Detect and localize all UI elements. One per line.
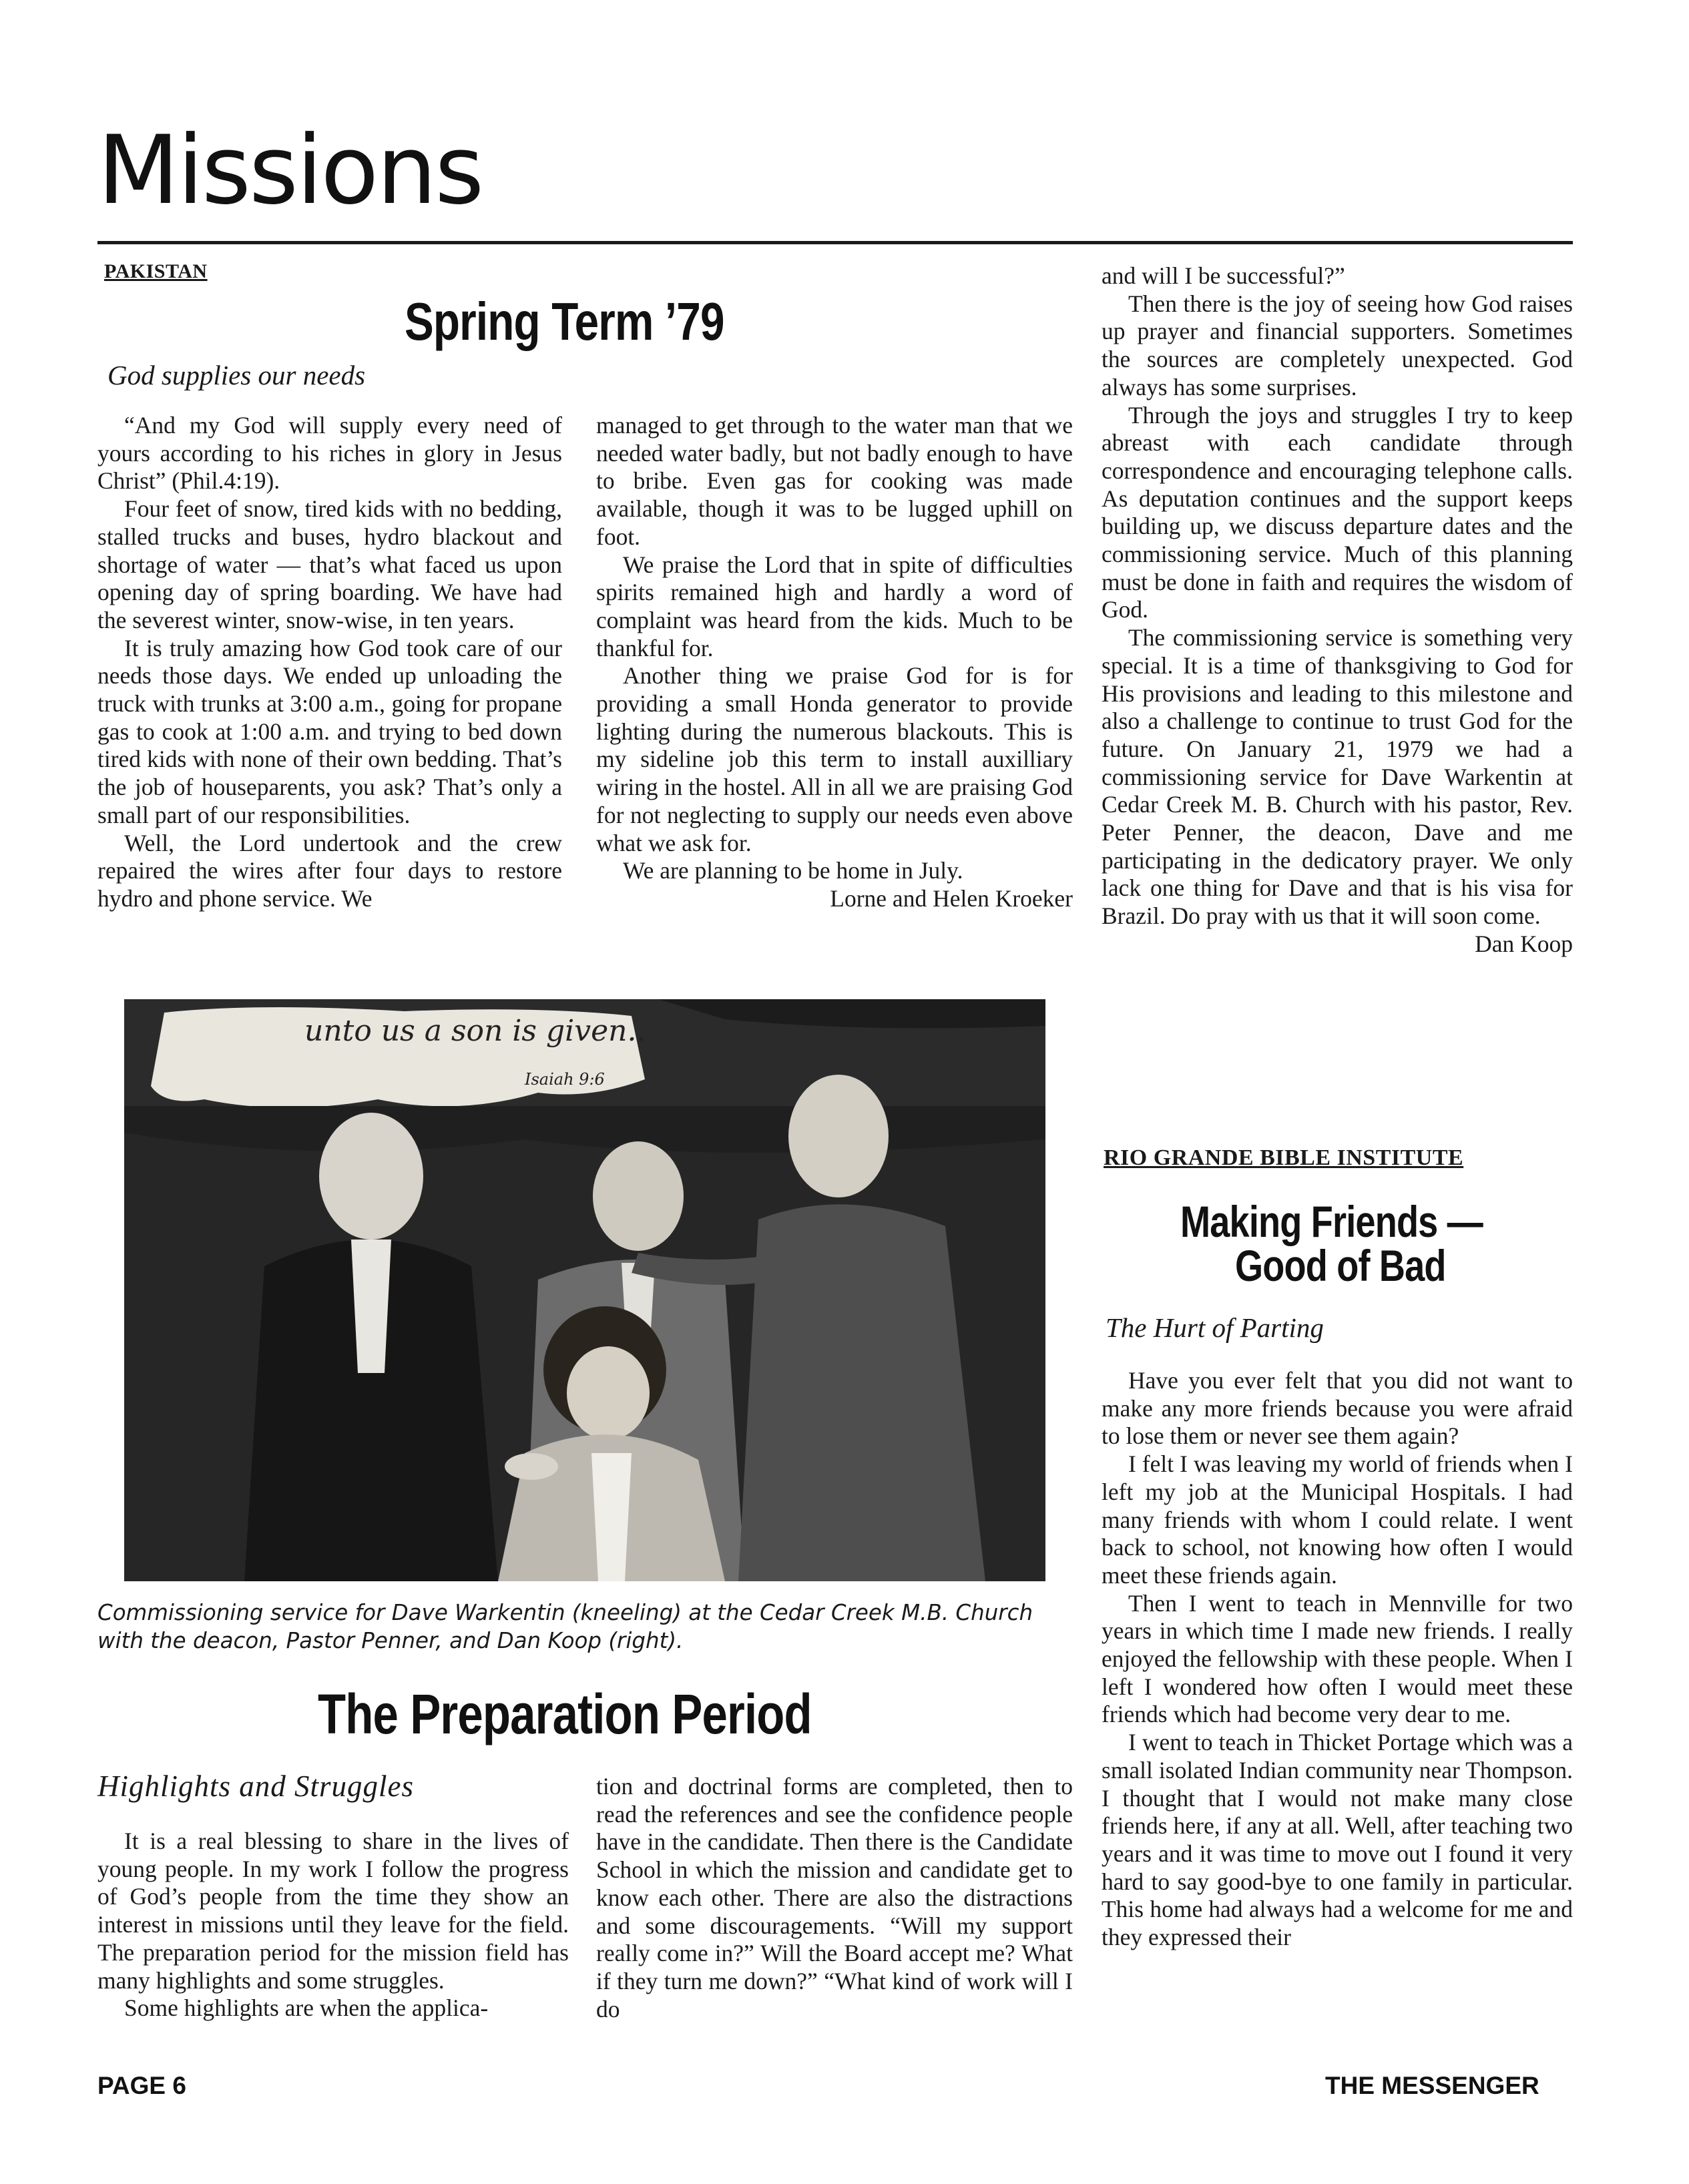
section-label-rio-grande: RIO GRANDE BIBLE INSTITUTE (1104, 1145, 1464, 1170)
header-rule (97, 241, 1573, 244)
paragraph: Then I went to teach in Mennville for two years in which time I made new friends. I really enjoyed the fellowship with these people. When I left I wondered how often I would meet these friends which had become very dear to me. (1102, 1589, 1573, 1728)
signature-koop: Dan Koop (1475, 930, 1573, 957)
paragraph: Have you ever felt that you did not want to make any more friends because you were afraid to lose them or never see them again? (1102, 1367, 1573, 1450)
paragraph: Then there is the joy of seeing how God raises up prayer and financial supporters. Sometimes the sources are completely unexpected. God always has some surprises. (1102, 290, 1573, 400)
paragraph: It is truly amazing how God took care of our needs those days. We ended up unloading the truck with trunks at 3:00 a.m., going for propane gas to cook at 1:00 a.m. and trying to bed down tired kids with none of their own bedding. That’s the job of houseparents, you ask? That’s only a small part of our responsibilities. (97, 634, 562, 828)
paragraph: The commissioning service is something very special. It is a time of thanksgiving to God for His provisions and leading to this milestone and also a challenge to continue to trust God for the future. On January 21, 1979 we had a commissioning service for Dave Warkentin at Cedar Creek M. B. Church with his pastor, Rev. Peter Penner, the deacon, Dave and me participating in the dedicatory prayer. We only lack one thing for Dave and that is his visa for Brazil. Do pray with us that it will soon come. (1102, 624, 1573, 930)
paragraph: Four feet of snow, tired kids with no bedding, stalled trucks and buses, hydro blackout and shortage of water — that’s what faced us upon opening day of spring boarding. We have had the severest winter, snow-wise, in ten years. (97, 495, 562, 633)
signature-kroeker: Lorne and Helen Kroeker (830, 884, 1073, 912)
paragraph: Another thing we praise God for is for providing a small Honda generator to provide lighting during the numerous blackouts. This is my sideline job this term to install auxilliary wiring in the hostel. All in all we are praising God for not neglecting to supply our needs even above what we ask for. (596, 662, 1073, 856)
paragraph: It is a real blessing to share in the lives of young people. In my work I follow the progress of God’s people from the time they show an interest in missions until they leave for the field. The preparation period for the mission field has many highlights and some struggles. (97, 1828, 569, 1994)
paragraph: Well, the Lord undertook and the crew repaired the wires after four days to restore hydro and phone service. We (97, 829, 562, 912)
headline-making-friends-line1: Making Friends — (1180, 1197, 1483, 1246)
article1-column-2 (596, 412, 1073, 913)
page-number: PAGE 6 (97, 2072, 186, 2099)
paragraph: We are planning to be home in July. (623, 857, 963, 884)
publication-name: THE MESSENGER (1325, 2072, 1539, 2099)
banner-text: unto us a son is given.. (304, 1014, 646, 1048)
commissioning-photo (124, 999, 1045, 1581)
article3-column (1102, 1367, 1573, 1952)
paragraph: I went to teach in Thicket Portage which was a small isolated Indian community near Thompson. I thought that I would not make many close friends here, if any at all. Well, after teaching two years and it was time to move out I found it very hard to say good-bye to one family in particular. This home had always had a welcome for me and they expressed their (1102, 1729, 1573, 1951)
subhead-hurt-of-parting: The Hurt of Parting (1106, 1312, 1324, 1343)
section-label-pakistan: PAKISTAN (104, 260, 208, 282)
paragraph: Through the joys and struggles I try to keep abreast with each candidate through correspondence and encouraging telephone calls. As deputation continues and the support keeps building up, we discuss departure dates and the commissioning service. Much of this planning must be done in faith and requires the wisdom of God. (1102, 401, 1573, 623)
paragraph: “And my God will supply every need of yours according to his riches in glory in Jesus Christ” (Phil.4:19). (97, 412, 562, 495)
paragraph: and will I be successful?” (1102, 262, 1345, 289)
article2-column-1 (97, 1828, 569, 2022)
article2-column-2 (596, 1773, 1073, 2023)
headline-making-friends-line2: Good of Bad (1235, 1241, 1446, 1290)
article1-column-1 (97, 412, 562, 913)
headline-preparation-period: The Preparation Period (318, 1683, 812, 1745)
paragraph: tion and doctrinal forms are completed, then to read the references and see the confidence people have in the candidate. Then there is the Candidate School in which the mission and candidate get to know each other. There are also the distractions and some discouragements. “Will my support really come in?” Will the Board accept me? What if they turn me down?” “What kind of work will I do (596, 1773, 1073, 2022)
paragraph: We praise the Lord that in spite of difficulties spirits remained high and hardly a word of complaint was heard from the kids. Much to be thankful for. (596, 551, 1073, 661)
banner-reference: Isaiah 9:6 (525, 1070, 605, 1089)
subhead-highlights-struggles: Highlights and Struggles (97, 1769, 415, 1803)
headline-spring-term: Spring Term ’79 (405, 292, 724, 351)
subhead-god-supplies: God supplies our needs (107, 360, 366, 390)
paragraph: managed to get through to the water man that we needed water badly, but not badly enough to have to bribe. Even gas for cooking was made available, though it was to be lugged uphill on foot. (596, 412, 1073, 550)
page-title: Missions (97, 115, 483, 226)
article2-column-3 (1102, 262, 1573, 959)
paragraph: Some highlights are when the applica- (124, 1994, 489, 2022)
paragraph: I felt I was leaving my world of friends when I left my job at the Municipal Hospitals. I had many friends with whom I could relate. I went back to school, not knowing how often I would meet these friends again. (1102, 1450, 1573, 1589)
photo-caption: Commissioning service for Dave Warkentin (kneeling) at the Cedar Creek M.B. Church with the deacon, Pastor Penner, and Dan Koop (right). (97, 1600, 1033, 1653)
